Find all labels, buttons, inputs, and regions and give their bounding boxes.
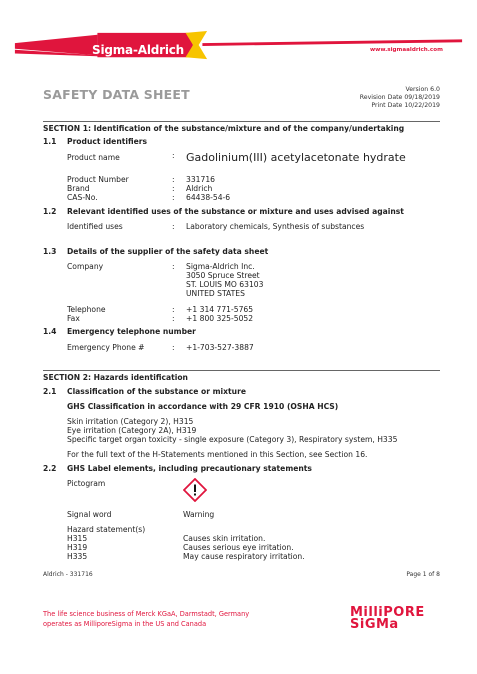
classification-line: Eye irritation (Category 2A), H319 bbox=[67, 426, 197, 435]
section-heading: Details of the supplier of the safety data sheet bbox=[67, 247, 269, 256]
full-text-note: For the full text of the H-Statements mentioned in this Section, see Section 16. bbox=[67, 450, 368, 459]
version-block bbox=[360, 86, 440, 109]
hazard-code: H319 bbox=[67, 543, 88, 552]
exclamation-mark-pictogram-icon bbox=[183, 478, 207, 502]
section2-title: SECTION 2: Hazards identification bbox=[43, 373, 188, 382]
section-number: 2.2 bbox=[43, 464, 57, 473]
colon: : bbox=[172, 222, 175, 231]
version: Version 6.0 bbox=[405, 86, 440, 93]
section-number: 1.1 bbox=[43, 137, 57, 146]
divider bbox=[43, 121, 440, 122]
section-heading: Relevant identified uses of the substance or mixture and uses advised against bbox=[67, 207, 404, 216]
section-heading: GHS Label elements, including precautionary statements bbox=[67, 464, 312, 473]
fax-value: +1 800 325-5052 bbox=[186, 314, 254, 323]
section1-title: SECTION 1: Identification of the substance/mixture and of the company/undertaking bbox=[43, 124, 405, 133]
product-name-label: Product name bbox=[67, 153, 120, 162]
print-date: Print Date 10/22/2019 bbox=[371, 101, 440, 109]
section-heading: Classification of the substance or mixture bbox=[67, 387, 246, 396]
hazard-text: Causes skin irritation. bbox=[183, 534, 266, 543]
section-heading: Product identifiers bbox=[67, 137, 148, 146]
merck-statement bbox=[43, 609, 249, 629]
website-url[interactable]: www.sigmaaldrich.com bbox=[370, 47, 443, 53]
colon: : bbox=[172, 305, 175, 314]
colon: : bbox=[172, 151, 175, 160]
merck-line: operates as MilliporeSigma in the US and Canada bbox=[43, 620, 207, 628]
section-number: 1.2 bbox=[43, 207, 57, 216]
section-number: 2.1 bbox=[43, 387, 57, 396]
page-number: Page 1 of 8 bbox=[406, 571, 440, 578]
company-line: Sigma-Aldrich Inc. bbox=[186, 262, 255, 271]
telephone-label: Telephone bbox=[67, 305, 106, 314]
merck-line: The life science business of Merck KGaA, Darmstadt, Germany bbox=[43, 610, 250, 618]
signal-word-value: Warning bbox=[183, 510, 215, 519]
colon: : bbox=[172, 193, 175, 202]
colon: : bbox=[172, 262, 175, 271]
company-line: ST. LOUIS MO 63103 bbox=[186, 280, 264, 289]
logo-line: MilliPORE bbox=[350, 605, 425, 620]
company-line: 3050 Spruce Street bbox=[186, 271, 260, 280]
product-name-value: Gadolinium(III) acetylacetonate hydrate bbox=[186, 151, 406, 164]
colon: : bbox=[172, 184, 175, 193]
revision-date: Revision Date 09/18/2019 bbox=[359, 93, 440, 101]
classification-line: Specific target organ toxicity - single exposure (Category 3), Respiratory system, H335 bbox=[67, 435, 398, 444]
ghs-classification-title: GHS Classification in accordance with 29 CFR 1910 (OSHA HCS) bbox=[67, 402, 339, 411]
sigma-aldrich-logo-text: Sigma-Aldrich bbox=[92, 43, 185, 57]
colon: : bbox=[172, 175, 175, 184]
product-number-value: 331716 bbox=[186, 175, 215, 184]
fax-label: Fax bbox=[67, 314, 80, 323]
milliporesigma-logo bbox=[350, 607, 425, 631]
identified-uses-label: Identified uses bbox=[67, 222, 123, 231]
hazard-text: Causes serious eye irritation. bbox=[183, 543, 294, 552]
colon: : bbox=[172, 343, 175, 352]
footer-product-ref: Aldrich - 331716 bbox=[43, 571, 93, 578]
signal-word-label: Signal word bbox=[67, 510, 112, 519]
cas-value: 64438-54-6 bbox=[186, 193, 231, 202]
hazard-code: H315 bbox=[67, 534, 88, 543]
page-title: SAFETY DATA SHEET bbox=[43, 87, 190, 102]
product-number-label: Product Number bbox=[67, 175, 129, 184]
section-number: 1.3 bbox=[43, 247, 57, 256]
sigma-aldrich-logo-bar bbox=[0, 30, 477, 60]
telephone-value: +1 314 771-5765 bbox=[186, 305, 254, 314]
emergency-phone-value: +1-703-527-3887 bbox=[186, 343, 254, 352]
identified-uses-value: Laboratory chemicals, Synthesis of substances bbox=[186, 222, 365, 231]
classification-line: Skin irritation (Category 2), H315 bbox=[67, 417, 194, 426]
emergency-phone-label: Emergency Phone # bbox=[67, 343, 145, 352]
company-line: UNITED STATES bbox=[186, 289, 245, 298]
section-heading: Emergency telephone number bbox=[67, 327, 196, 336]
hazard-text: May cause respiratory irritation. bbox=[183, 552, 305, 561]
colon: : bbox=[172, 314, 175, 323]
logo-line: SiGMa bbox=[350, 617, 399, 632]
divider bbox=[43, 370, 440, 371]
pictogram-label: Pictogram bbox=[67, 479, 106, 488]
company-label: Company bbox=[67, 262, 104, 271]
hazard-statements-label: Hazard statement(s) bbox=[67, 525, 146, 534]
section-number: 1.4 bbox=[43, 327, 57, 336]
brand-label: Brand bbox=[67, 184, 90, 193]
cas-label: CAS-No. bbox=[67, 193, 98, 202]
hazard-code: H335 bbox=[67, 552, 88, 561]
brand-value: Aldrich bbox=[186, 184, 213, 193]
